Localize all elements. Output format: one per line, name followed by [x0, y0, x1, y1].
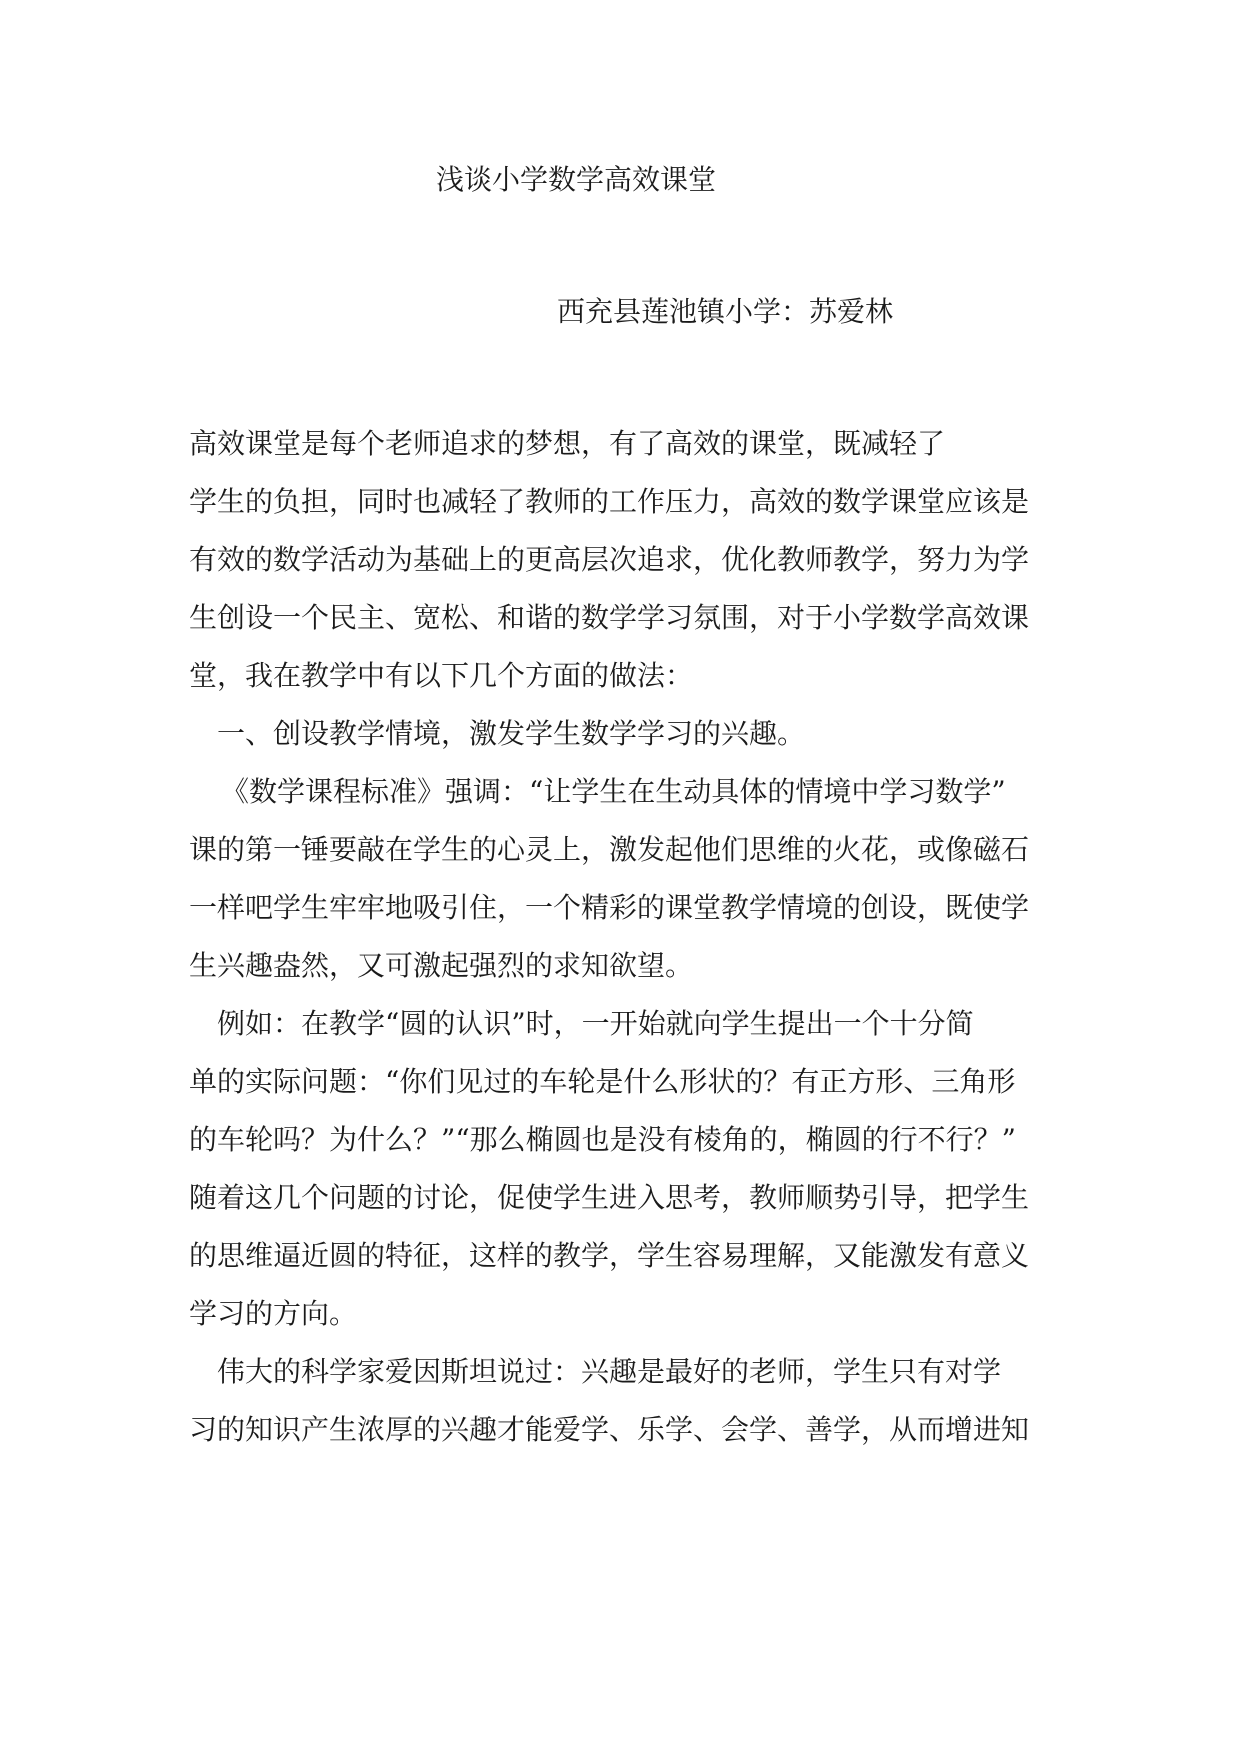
body-line: 的车轮吗？为什么？”“那么椭圆也是没有棱角的，椭圆的行不行？”: [189, 1123, 1016, 1156]
section-heading: 一、创设教学情境，激发学生数学学习的兴趣。: [189, 717, 806, 750]
body-line: 《数学课程标准》强调：“让学生在生动具体的情境中学习数学”: [221, 775, 1006, 808]
body-line: 生兴趣盎然，又可激起强烈的求知欲望。: [189, 949, 694, 982]
body-line: 伟大的科学家爱因斯坦说过：兴趣是最好的老师，学生只有对学: [189, 1355, 1002, 1388]
body-line: 有效的数学活动为基础上的更高层次追求，优化教师教学，努力为学: [189, 543, 1030, 576]
body-line: 学习的方向。: [189, 1297, 358, 1330]
document-title: 浅谈小学数学高效课堂: [436, 163, 717, 196]
body-line: 高效课堂是每个老师追求的梦想，有了高效的课堂，既减轻了: [189, 427, 946, 460]
body-line: 例如：在教学“圆的认识”时，一开始就向学生提出一个十分简: [189, 1007, 974, 1040]
body-line: 单的实际问题：“你们见过的车轮是什么形状的？有正方形、三角形: [189, 1065, 1016, 1098]
body-line: 课的第一锤要敲在学生的心灵上，激发起他们思维的火花，或像磁石: [189, 833, 1030, 866]
body-line: 学生的负担，同时也减轻了教师的工作压力，高效的数学课堂应该是: [189, 485, 1030, 518]
body-line: 生创设一个民主、宽松、和谐的数学学习氛围，对于小学数学高效课: [189, 601, 1030, 634]
body-line: 随着这几个问题的讨论，促使学生进入思考，教师顺势引导，把学生: [189, 1181, 1030, 1214]
body-line: 一样吧学生牢牢地吸引住，一个精彩的课堂教学情境的创设，既使学: [189, 891, 1030, 924]
body-line: 堂，我在教学中有以下几个方面的做法：: [189, 659, 694, 692]
body-line: 习的知识产生浓厚的兴趣才能爱学、乐学、会学、善学，从而增进知: [189, 1413, 1030, 1446]
body-line: 的思维逼近圆的特征，这样的教学，学生容易理解，又能激发有意义: [189, 1239, 1030, 1272]
author-line: 西充县莲池镇小学：苏爱林: [557, 295, 894, 328]
